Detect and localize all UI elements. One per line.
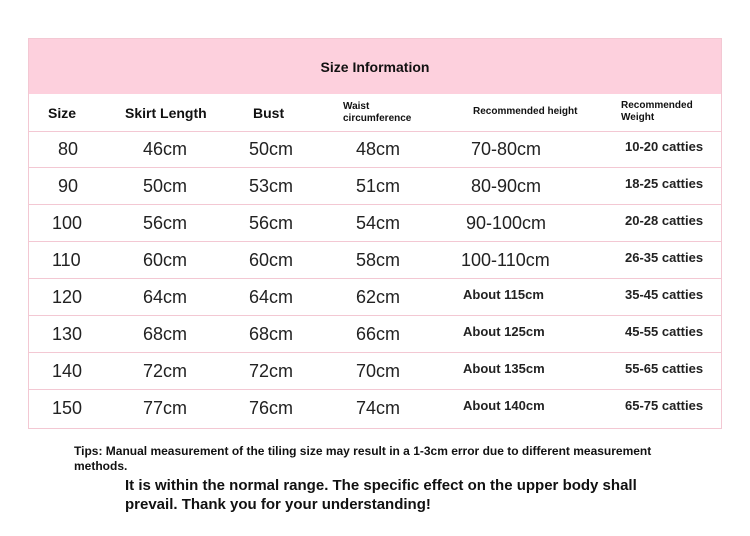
cell-weight: 55-65 catties	[625, 361, 704, 376]
header-weight	[621, 100, 693, 124]
cell-height: 80-90cm	[471, 176, 542, 196]
cell-skirt: 72cm	[143, 361, 188, 381]
table-row	[29, 168, 721, 205]
table-row	[29, 205, 721, 242]
cell-bust: 64cm	[249, 287, 294, 307]
header-bust: Bust	[253, 105, 285, 121]
header-waist-line1: Waist	[343, 101, 370, 112]
cell-weight: 65-75 catties	[625, 398, 704, 413]
cell-height: About 125cm	[463, 324, 545, 339]
cell-skirt: 60cm	[143, 250, 188, 270]
header-waist	[343, 101, 411, 125]
header-size: Size	[48, 105, 77, 121]
header-height: Recommended height	[473, 106, 578, 117]
cell-weight: 20-28 catties	[625, 213, 704, 228]
table-row	[29, 279, 721, 316]
cell-height: About 115cm	[463, 287, 544, 302]
cell-bust: 53cm	[249, 176, 294, 196]
cell-bust: 68cm	[249, 324, 294, 344]
cell-skirt: 77cm	[143, 398, 188, 418]
header-row	[29, 94, 721, 132]
table-row	[29, 390, 721, 427]
cell-size: 90	[58, 176, 79, 196]
cell-skirt: 50cm	[143, 176, 188, 196]
note-text: It is within the normal range. The specific effect on the upper body shall prevail. Thank you for your understanding!	[125, 477, 637, 513]
cell-bust: 60cm	[249, 250, 294, 270]
cell-waist: 70cm	[356, 361, 401, 381]
cell-weight: 26-35 catties	[625, 250, 704, 265]
cell-waist: 51cm	[356, 176, 401, 196]
cell-size: 150	[52, 398, 83, 418]
cell-height: 90-100cm	[466, 213, 547, 233]
header-weight-line1: Recommended	[621, 100, 693, 111]
table-row	[29, 131, 721, 168]
cell-bust: 72cm	[249, 361, 294, 381]
cell-height: About 140cm	[463, 398, 545, 413]
cell-waist: 62cm	[356, 287, 401, 307]
cell-size: 120	[52, 287, 83, 307]
cell-skirt: 46cm	[143, 139, 188, 159]
header-waist-line2: circumference	[343, 113, 412, 124]
tips-text: Tips: Manual measurement of the tiling size may result in a 1-3cm error due to different measurement methods.	[74, 444, 652, 473]
cell-weight: 10-20 catties	[625, 139, 704, 154]
cell-size: 130	[52, 324, 83, 344]
size-table	[28, 38, 722, 429]
cell-waist: 74cm	[356, 398, 401, 418]
cell-bust: 56cm	[249, 213, 294, 233]
table-row	[29, 353, 721, 390]
cell-weight: 18-25 catties	[625, 176, 704, 191]
cell-skirt: 56cm	[143, 213, 188, 233]
cell-size: 80	[58, 139, 79, 159]
cell-size: 100	[52, 213, 83, 233]
header-weight-line2: Weight	[621, 112, 655, 123]
cell-waist: 48cm	[356, 139, 401, 159]
cell-skirt: 68cm	[143, 324, 188, 344]
cell-weight: 35-45 catties	[625, 287, 704, 302]
cell-height: 100-110cm	[461, 250, 550, 270]
cell-waist: 66cm	[356, 324, 401, 344]
table-row	[29, 242, 721, 279]
cell-weight: 45-55 catties	[625, 324, 704, 339]
cell-skirt: 64cm	[143, 287, 188, 307]
table-row	[29, 316, 721, 353]
cell-height: About 135cm	[463, 361, 545, 376]
cell-size: 110	[52, 250, 81, 270]
cell-size: 140	[52, 361, 83, 381]
cell-bust: 76cm	[249, 398, 294, 418]
table-title: Size Information	[29, 39, 721, 94]
cell-waist: 54cm	[356, 213, 401, 233]
cell-height: 70-80cm	[471, 139, 542, 159]
cell-bust: 50cm	[249, 139, 294, 159]
header-skirt-length: Skirt Length	[125, 105, 207, 121]
cell-waist: 58cm	[356, 250, 401, 270]
